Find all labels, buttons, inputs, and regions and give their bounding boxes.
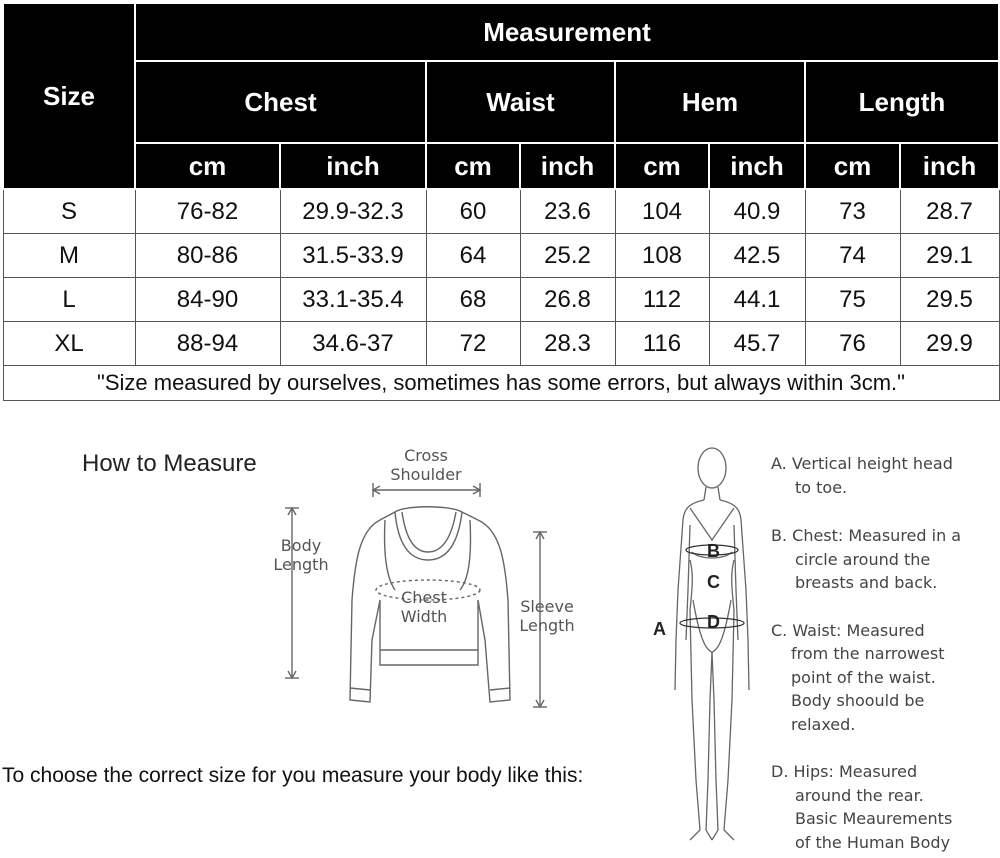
how-to-measure-title: How to Measure <box>82 450 257 477</box>
size-cell: M <box>3 234 135 278</box>
table-cell: 44.1 <box>709 278 805 322</box>
table-cell: 42.5 <box>709 234 805 278</box>
size-table <box>2 2 1000 401</box>
unit-header: cm <box>805 143 900 189</box>
table-cell: 23.6 <box>520 189 615 234</box>
table-cell: 34.6-37 <box>280 322 426 366</box>
table-cell: 40.9 <box>709 189 805 234</box>
unit-header: cm <box>426 143 520 189</box>
note-row <box>3 366 999 401</box>
table-cell: 76-82 <box>135 189 280 234</box>
hem-header: Hem <box>615 61 805 143</box>
table-cell: 104 <box>615 189 709 234</box>
marker-a: A <box>653 619 666 639</box>
table-cell: 75 <box>805 278 900 322</box>
table-cell: 84-90 <box>135 278 280 322</box>
table-cell: 72 <box>426 322 520 366</box>
table-cell: 60 <box>426 189 520 234</box>
size-cell: XL <box>3 322 135 366</box>
marker-c: C <box>707 572 720 592</box>
table-cell: 28.7 <box>900 189 999 234</box>
unit-header: inch <box>280 143 426 189</box>
size-chart <box>0 0 1000 401</box>
size-header: Size <box>3 3 135 189</box>
length-header: Length <box>805 61 999 143</box>
legend-item-a: A. Vertical height head to toe. <box>771 454 953 497</box>
legend-item-b: B. Chest: Measured in a circle around the breasts and back. <box>771 526 962 592</box>
marker-b: B <box>707 541 720 561</box>
table-cell: 31.5-33.9 <box>280 234 426 278</box>
unit-header: cm <box>135 143 280 189</box>
measurement-legend <box>771 452 996 854</box>
unit-header: cm <box>615 143 709 189</box>
table-cell: 112 <box>615 278 709 322</box>
unit-header: inch <box>520 143 615 189</box>
table-cell: 26.8 <box>520 278 615 322</box>
unit-header: inch <box>709 143 805 189</box>
sleeve-length-label: Sleeve Length <box>519 597 575 635</box>
chest-width-label: Chest Width <box>400 588 448 626</box>
table-cell: 68 <box>426 278 520 322</box>
table-cell: 29.9 <box>900 322 999 366</box>
unit-header: inch <box>900 143 999 189</box>
table-cell: 29.1 <box>900 234 999 278</box>
table-cell: 29.9-32.3 <box>280 189 426 234</box>
table-cell: 64 <box>426 234 520 278</box>
table-row <box>3 234 999 278</box>
table-cell: 116 <box>615 322 709 366</box>
table-row <box>3 278 999 322</box>
table-cell: 74 <box>805 234 900 278</box>
table-cell: 45.7 <box>709 322 805 366</box>
table-row <box>3 189 999 234</box>
body-figure <box>660 440 770 855</box>
table-cell: 76 <box>805 322 900 366</box>
size-cell: L <box>3 278 135 322</box>
table-row <box>3 322 999 366</box>
legend-item-d: D. Hips: Measured around the rear. Basic Meaurements of the Human Body <box>771 762 953 852</box>
table-cell: 29.5 <box>900 278 999 322</box>
table-cell: 73 <box>805 189 900 234</box>
legend-item-c: C. Waist: Measured from the narrowest point of the waist. Body shoould be relaxed. <box>771 620 945 734</box>
marker-d: D <box>707 612 720 632</box>
table-cell: 25.2 <box>520 234 615 278</box>
table-cell: 88-94 <box>135 322 280 366</box>
cross-shoulder-label: Cross Shoulder <box>390 446 462 484</box>
choose-size-instruction: To choose the correct size for you measure your body like this: <box>2 764 584 787</box>
chest-header: Chest <box>135 61 426 143</box>
size-cell: S <box>3 189 135 234</box>
table-cell: 80-86 <box>135 234 280 278</box>
body-length-label: Body Length <box>273 536 329 574</box>
measurement-header: Measurement <box>135 3 999 61</box>
table-cell: 33.1-35.4 <box>280 278 426 322</box>
waist-header: Waist <box>426 61 615 143</box>
table-cell: 108 <box>615 234 709 278</box>
size-note: "Size measured by ourselves, sometimes has some errors, but always within 3cm." <box>3 366 999 401</box>
table-cell: 28.3 <box>520 322 615 366</box>
